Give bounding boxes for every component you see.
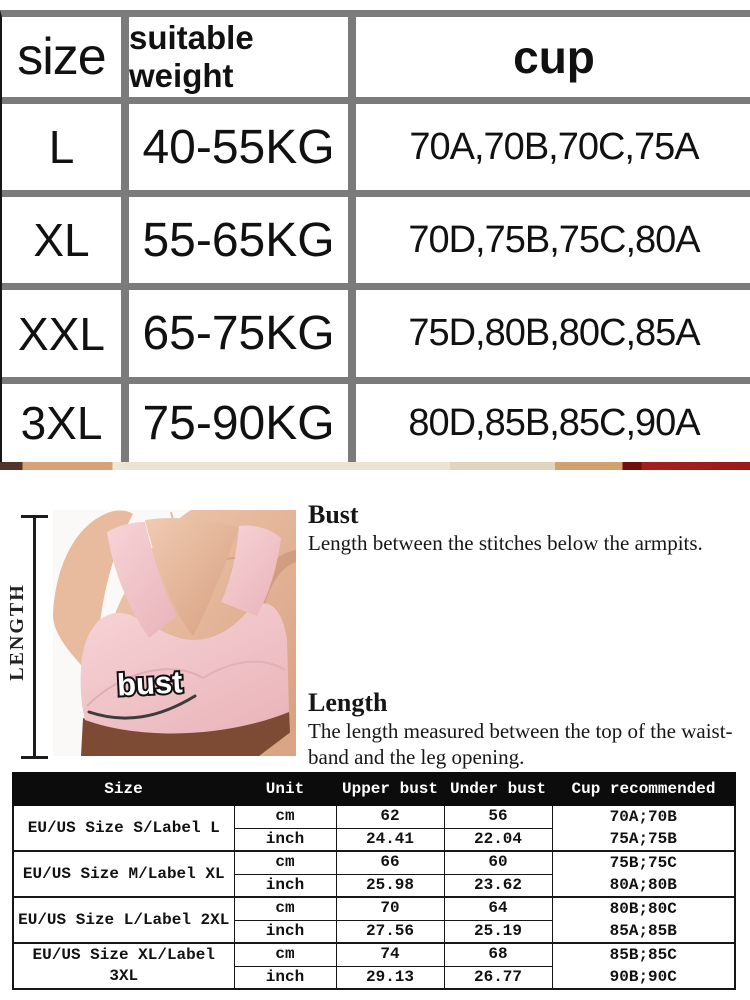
size-cell-row3: XXL bbox=[2, 290, 121, 377]
detail-table-header-row bbox=[13, 773, 735, 805]
cup-line2: 80A;80B bbox=[609, 876, 677, 894]
under-bust-inch: 23.62 bbox=[444, 874, 552, 897]
unit-cm: cm bbox=[234, 805, 336, 828]
unit-cm: cm bbox=[234, 897, 336, 920]
header-cup-recommended: Cup recommended bbox=[552, 773, 735, 805]
under-bust-inch: 25.19 bbox=[444, 920, 552, 943]
unit-inch: inch bbox=[234, 828, 336, 851]
size-label: EU/US Size S/Label L bbox=[13, 805, 234, 851]
upper-bust-cm: 62 bbox=[336, 805, 444, 828]
bust-definition-block bbox=[308, 500, 748, 556]
cropped-photo-edge-strip bbox=[0, 462, 750, 470]
length-measure-bottom-tick bbox=[21, 756, 48, 759]
cup-column-header: cup bbox=[356, 17, 750, 97]
cup-cell-row3: 75D,80B,80C,85A bbox=[356, 290, 750, 377]
bust-marker-label: bust bbox=[116, 664, 184, 703]
under-bust-cm: 64 bbox=[444, 897, 552, 920]
upper-bust-cm: 74 bbox=[336, 943, 444, 966]
table-row bbox=[13, 851, 735, 874]
measurement-guide-section bbox=[0, 470, 750, 772]
top-margin bbox=[0, 0, 750, 10]
size-cell-row4: 3XL bbox=[2, 384, 121, 462]
weight-cell-row2: 55-65KG bbox=[129, 197, 348, 283]
weight-cell-row1: 40-55KG bbox=[129, 104, 348, 190]
weight-column-header: suitable weight bbox=[129, 17, 348, 97]
cup-recommended bbox=[552, 943, 735, 989]
unit-inch: inch bbox=[234, 966, 336, 989]
table-row bbox=[13, 897, 735, 920]
upper-bust-inch: 24.41 bbox=[336, 828, 444, 851]
length-axis-label: LENGTH bbox=[6, 583, 28, 681]
bust-title: Bust bbox=[308, 500, 359, 529]
length-description bbox=[308, 718, 748, 770]
upper-bust-inch: 25.98 bbox=[336, 874, 444, 897]
table-row bbox=[13, 805, 735, 828]
bust-description: Length between the stitches below the armpits. bbox=[308, 531, 703, 555]
size-weight-cup-table bbox=[0, 10, 750, 462]
header-upper-bust: Upper bust bbox=[336, 773, 444, 805]
weight-cell-row4: 75-90KG bbox=[129, 384, 348, 462]
unit-inch: inch bbox=[234, 920, 336, 943]
weight-cell-row3: 65-75KG bbox=[129, 290, 348, 377]
table-row bbox=[13, 943, 735, 966]
unit-cm: cm bbox=[234, 851, 336, 874]
cup-line1: 75B;75C bbox=[609, 854, 677, 872]
size-cell-row1: L bbox=[2, 104, 121, 190]
cup-line1: 70A;70B bbox=[609, 808, 677, 826]
length-description-line2: band and the leg opening. bbox=[308, 745, 525, 769]
under-bust-cm: 68 bbox=[444, 943, 552, 966]
under-bust-cm: 56 bbox=[444, 805, 552, 828]
cup-line1: 80B;80C bbox=[609, 900, 677, 918]
cup-line2: 75A;75B bbox=[609, 830, 677, 848]
unit-cm: cm bbox=[234, 943, 336, 966]
cup-cell-row1: 70A,70B,70C,75A bbox=[356, 104, 750, 190]
header-under-bust: Under bust bbox=[444, 773, 552, 805]
length-description-line1: The length measured between the top of the waist- bbox=[308, 719, 733, 743]
size-label: EU/US Size L/Label 2XL bbox=[13, 897, 234, 943]
cup-line1: 85B;85C bbox=[609, 946, 677, 964]
length-title: Length bbox=[308, 688, 388, 717]
cup-recommended bbox=[552, 897, 735, 943]
cup-line2: 90B;90C bbox=[609, 968, 677, 986]
upper-bust-cm: 66 bbox=[336, 851, 444, 874]
cup-line2: 85A;85B bbox=[609, 922, 677, 940]
under-bust-cm: 60 bbox=[444, 851, 552, 874]
size-cell-row2: XL bbox=[2, 197, 121, 283]
size-label: EU/US Size M/Label XL bbox=[13, 851, 234, 897]
length-definition-block bbox=[308, 688, 748, 770]
upper-bust-cm: 70 bbox=[336, 897, 444, 920]
cup-cell-row2: 70D,75B,75C,80A bbox=[356, 197, 750, 283]
size-label: EU/US Size XL/Label 3XL bbox=[13, 943, 234, 989]
size-column-header: size bbox=[2, 17, 121, 97]
under-bust-inch: 26.77 bbox=[444, 966, 552, 989]
bra-product-photo bbox=[53, 510, 296, 756]
detail-size-table bbox=[12, 772, 736, 990]
unit-inch: inch bbox=[234, 874, 336, 897]
cup-recommended bbox=[552, 805, 735, 851]
cup-recommended bbox=[552, 851, 735, 897]
upper-bust-inch: 27.56 bbox=[336, 920, 444, 943]
under-bust-inch: 22.04 bbox=[444, 828, 552, 851]
header-size: Size bbox=[13, 773, 234, 805]
header-unit: Unit bbox=[234, 773, 336, 805]
cup-cell-row4: 80D,85B,85C,90A bbox=[356, 384, 750, 462]
upper-bust-inch: 29.13 bbox=[336, 966, 444, 989]
length-measure-line bbox=[33, 517, 36, 757]
